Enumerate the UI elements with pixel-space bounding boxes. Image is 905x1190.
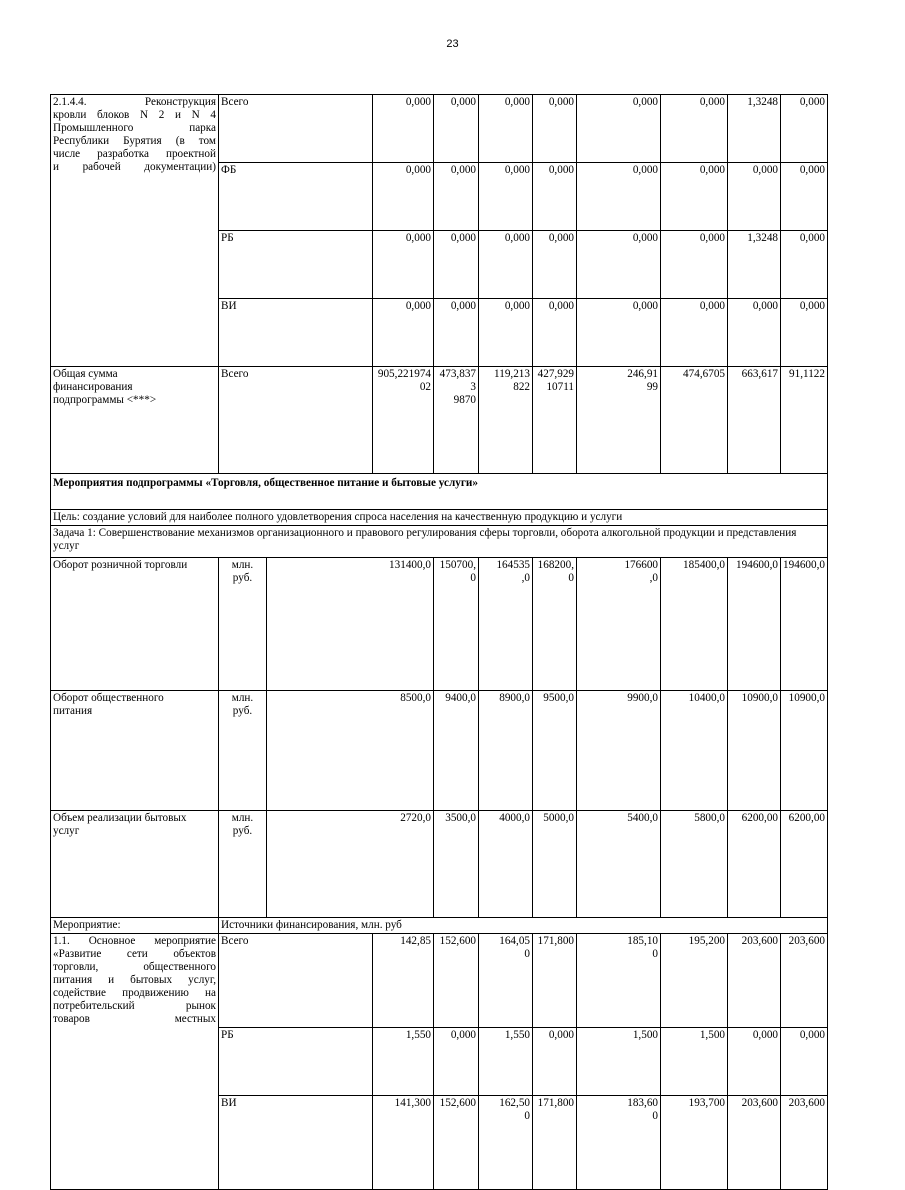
text-line: 1,550 [504, 1029, 530, 1041]
value-cell [373, 1096, 434, 1190]
text-line: потребительский рынок [53, 1000, 216, 1012]
text-line: 4000,0 [499, 812, 530, 824]
text-line: услуг [53, 825, 80, 837]
value-cell: 0,000 [661, 163, 728, 231]
value-cell [434, 691, 479, 811]
text-line: руб. [232, 705, 253, 717]
value-cell: 0,000 [373, 299, 434, 367]
source-cell: Всего [219, 934, 373, 1028]
value-cell: 0,000 [434, 299, 479, 367]
indicator-name-cell [51, 558, 219, 691]
text-line: 246,91 [627, 368, 658, 380]
value-cell [781, 934, 828, 1028]
value-cell [577, 691, 661, 811]
text-line: 183,60 [627, 1097, 658, 1109]
text-line: 474,6705 [683, 368, 725, 380]
value-cell [267, 691, 434, 811]
text-line: Оборот общественного [53, 692, 164, 704]
task-text: Задача 1: Совершенствование механизмов организационного и правового регулирования сферы торговли, оборота алкогольной продукции и представления услуг [51, 526, 828, 558]
total-name-cell [51, 367, 219, 474]
value-cell [533, 1096, 577, 1190]
text-line: 6200,00 [741, 812, 778, 824]
text-line: 427,929 [537, 368, 574, 380]
value-cell [479, 934, 533, 1028]
value-cell [533, 367, 577, 474]
text-line: 0,000 [752, 1029, 778, 1041]
value-cell: 0,000 [479, 163, 533, 231]
text-line: млн. [231, 559, 254, 571]
text-line: 152,600 [439, 935, 476, 947]
value-cell: 0,000 [373, 163, 434, 231]
text-line: 142,85 [400, 935, 431, 947]
value-cell [728, 691, 781, 811]
text-line: 131400,0 [389, 559, 431, 571]
total-row [51, 367, 828, 474]
goal-text: Цель: создание условий для наиболее полного удовлетворения спроса населения на качественную продукцию и услуги [51, 510, 828, 526]
value-cell [533, 1028, 577, 1096]
text-line: 203,600 [788, 1097, 825, 1109]
value-cell [728, 811, 781, 918]
value-cell [533, 691, 577, 811]
value-cell: 0,000 [781, 231, 828, 299]
text-line: 9500,0 [543, 692, 574, 704]
text-line: 9870 [453, 394, 476, 406]
value-cell [577, 811, 661, 918]
unit-cell [219, 691, 267, 811]
value-cell [533, 811, 577, 918]
value-cell [781, 558, 828, 691]
value-cell [434, 934, 479, 1028]
value-cell: 0,000 [661, 95, 728, 163]
value-cell [479, 811, 533, 918]
measure-label: Мероприятие: [51, 918, 219, 934]
value-cell: 0,000 [781, 299, 828, 367]
value-cell: 0,000 [479, 299, 533, 367]
unit-cell [219, 558, 267, 691]
value-cell [781, 367, 828, 474]
text-line: 822 [513, 381, 530, 393]
text-line: 663,617 [741, 368, 778, 380]
text-line: 0,000 [450, 1029, 476, 1041]
value-cell [661, 1096, 728, 1190]
text-line: «Развитие сети объектов [53, 948, 216, 960]
text-line: 5400,0 [627, 812, 658, 824]
text-line: кровли блоков N 2 и N 4 [53, 109, 216, 121]
value-cell [267, 811, 434, 918]
indicator-row [51, 691, 828, 811]
text-line: 1,500 [699, 1029, 725, 1041]
text-line: 150700,0 [439, 559, 476, 584]
text-line: Республики Бурятия (в том [53, 135, 216, 147]
value-cell [661, 934, 728, 1028]
text-line: руб. [232, 825, 253, 837]
text-line: и рабочей документации) [53, 161, 216, 173]
value-cell: 0,000 [373, 231, 434, 299]
text-line: числе разработка проектной [53, 148, 216, 160]
text-line: ,0 [649, 572, 658, 584]
value-cell: 0,000 [781, 163, 828, 231]
text-line: 171,800 [537, 935, 574, 947]
section-header: Мероприятия подпрограммы «Торговля, общественное питание и бытовые услуги» [51, 474, 828, 510]
text-line: 168200, [537, 559, 574, 571]
value-cell: 0,000 [577, 299, 661, 367]
value-cell [661, 691, 728, 811]
unit-cell [219, 811, 267, 918]
value-cell [373, 367, 434, 474]
value-cell [479, 558, 533, 691]
text-line: 152,600 [439, 1097, 476, 1109]
block1-name-cell [51, 95, 219, 367]
indicator-row [51, 811, 828, 918]
text-line: 194600,0 [736, 559, 778, 571]
text-line: 0 [568, 572, 574, 584]
text-line: 0,000 [548, 1029, 574, 1041]
text-line: 185400,0 [683, 559, 725, 571]
value-cell [728, 934, 781, 1028]
value-cell: 0,000 [728, 163, 781, 231]
text-line: 10711 [546, 381, 574, 393]
value-cell: 0,000 [728, 299, 781, 367]
value-cell: 0,000 [661, 231, 728, 299]
text-line: питания и бытовых услуг, [53, 974, 216, 986]
text-line: руб. [232, 572, 253, 584]
value-cell: 1,3248 [728, 231, 781, 299]
text-line: 10400,0 [688, 692, 725, 704]
text-line: торговли, общественного [53, 961, 216, 973]
value-cell [661, 1028, 728, 1096]
value-cell [533, 558, 577, 691]
text-line: 0 [652, 1110, 658, 1122]
text-line: Промышленного парка [53, 122, 216, 134]
text-line: 8500,0 [400, 692, 431, 704]
block1-row [51, 95, 828, 163]
text-line: подпрограммы <***> [53, 394, 157, 406]
value-cell [728, 1028, 781, 1096]
source-cell: ВИ [219, 1096, 373, 1190]
value-cell [577, 558, 661, 691]
text-line: товаров местных [53, 1013, 216, 1025]
value-cell [434, 811, 479, 918]
text-line: содействие продвижению на [53, 987, 216, 999]
value-cell [434, 558, 479, 691]
text-line: 162,50 [499, 1097, 530, 1109]
value-cell: 0,000 [533, 95, 577, 163]
text-line: 905,22197402 [377, 368, 431, 393]
text-line: 171,800 [537, 1097, 574, 1109]
source-cell: РБ [219, 231, 373, 299]
text-line: 195,200 [688, 935, 725, 947]
value-cell: 0,000 [577, 231, 661, 299]
text-line: 141,300 [394, 1097, 431, 1109]
value-cell [577, 1096, 661, 1190]
text-line: 3500,0 [445, 812, 476, 824]
text-line: 10900,0 [741, 692, 778, 704]
section-header-row [51, 474, 828, 510]
text-line: 5800,0 [694, 812, 725, 824]
value-cell [577, 1028, 661, 1096]
text-line: финансирования [53, 381, 133, 393]
measure-row [51, 934, 828, 1028]
value-cell [434, 1096, 479, 1190]
value-cell: 0,000 [781, 95, 828, 163]
financing-sources-label: Источники финансирования, млн. руб [219, 918, 828, 934]
text-line: 203,600 [788, 935, 825, 947]
value-cell [661, 367, 728, 474]
value-cell: 0,000 [434, 163, 479, 231]
text-line: 176600 [624, 559, 658, 571]
text-line: 164535 [496, 559, 530, 571]
value-cell [577, 367, 661, 474]
value-cell [479, 691, 533, 811]
value-cell [728, 558, 781, 691]
value-cell [781, 811, 828, 918]
text-line: 203,600 [741, 935, 778, 947]
text-line: 2.1.4.4. Реконструкция [53, 96, 216, 108]
text-line: 0 [652, 948, 658, 960]
value-cell: 0,000 [533, 163, 577, 231]
text-line: 9900,0 [627, 692, 658, 704]
text-line: 1.1. Основное мероприятие [53, 935, 216, 947]
value-cell [728, 367, 781, 474]
text-line: 1,500 [632, 1029, 658, 1041]
value-cell [781, 1096, 828, 1190]
value-cell [577, 934, 661, 1028]
source-cell: Всего [219, 367, 373, 474]
text-line: 164,05 [499, 935, 530, 947]
text-line: 185,10 [627, 935, 658, 947]
text-line: 91,1122 [789, 368, 825, 380]
value-cell [434, 367, 479, 474]
source-cell: ВИ [219, 299, 373, 367]
value-cell [781, 1028, 828, 1096]
text-line: питания [53, 705, 93, 717]
indicator-name-cell [51, 691, 219, 811]
page-number: 23 [446, 38, 459, 50]
value-cell: 0,000 [533, 299, 577, 367]
text-line: Общая сумма [53, 368, 118, 380]
text-line: млн. [231, 812, 254, 824]
goal-row [51, 510, 828, 526]
value-cell: 0,000 [434, 231, 479, 299]
value-cell: 1,3248 [728, 95, 781, 163]
text-line: ,0 [521, 572, 530, 584]
text-line: 6200,00 [788, 812, 825, 824]
value-cell [479, 1096, 533, 1190]
text-line: 1,550 [405, 1029, 431, 1041]
value-cell [267, 558, 434, 691]
text-line: 5000,0 [543, 812, 574, 824]
text-line: Оборот розничной торговли [53, 559, 188, 571]
value-cell: 0,000 [577, 95, 661, 163]
value-cell: 0,000 [661, 299, 728, 367]
value-cell [533, 934, 577, 1028]
text-line: 0,000 [799, 1029, 825, 1041]
measure-header-row [51, 918, 828, 934]
measure-name-cell [51, 934, 219, 1190]
source-cell: Всего [219, 95, 373, 163]
text-line: 119,213 [494, 368, 530, 380]
value-cell [373, 1028, 434, 1096]
value-cell [781, 691, 828, 811]
value-cell [728, 1096, 781, 1190]
text-line: 99 [646, 381, 658, 393]
value-cell [661, 558, 728, 691]
text-line: 0 [524, 1110, 530, 1122]
value-cell: 0,000 [479, 95, 533, 163]
text-line: млн. [231, 692, 254, 704]
value-cell [373, 934, 434, 1028]
text-line: 2720,0 [400, 812, 431, 824]
task-row [51, 526, 828, 558]
text-line: 194600,0 [783, 559, 825, 571]
text-line: 10900,0 [788, 692, 825, 704]
value-cell: 0,000 [479, 231, 533, 299]
text-line: 203,600 [741, 1097, 778, 1109]
source-cell: РБ [219, 1028, 373, 1096]
text-line: 8900,0 [499, 692, 530, 704]
text-line: 193,700 [688, 1097, 725, 1109]
text-line: 0 [524, 948, 530, 960]
indicator-row [51, 558, 828, 691]
value-cell [661, 811, 728, 918]
value-cell [479, 1028, 533, 1096]
value-cell [434, 1028, 479, 1096]
indicator-name-cell [51, 811, 219, 918]
subprogram-finance-table [50, 94, 828, 1190]
text-line: Объем реализации бытовых [53, 812, 187, 824]
value-cell: 0,000 [533, 231, 577, 299]
text-line: 473,8373 [439, 368, 476, 393]
value-cell [479, 367, 533, 474]
value-cell: 0,000 [577, 163, 661, 231]
text-line: 9400,0 [445, 692, 476, 704]
value-cell: 0,000 [373, 95, 434, 163]
value-cell: 0,000 [434, 95, 479, 163]
source-cell: ФБ [219, 163, 373, 231]
